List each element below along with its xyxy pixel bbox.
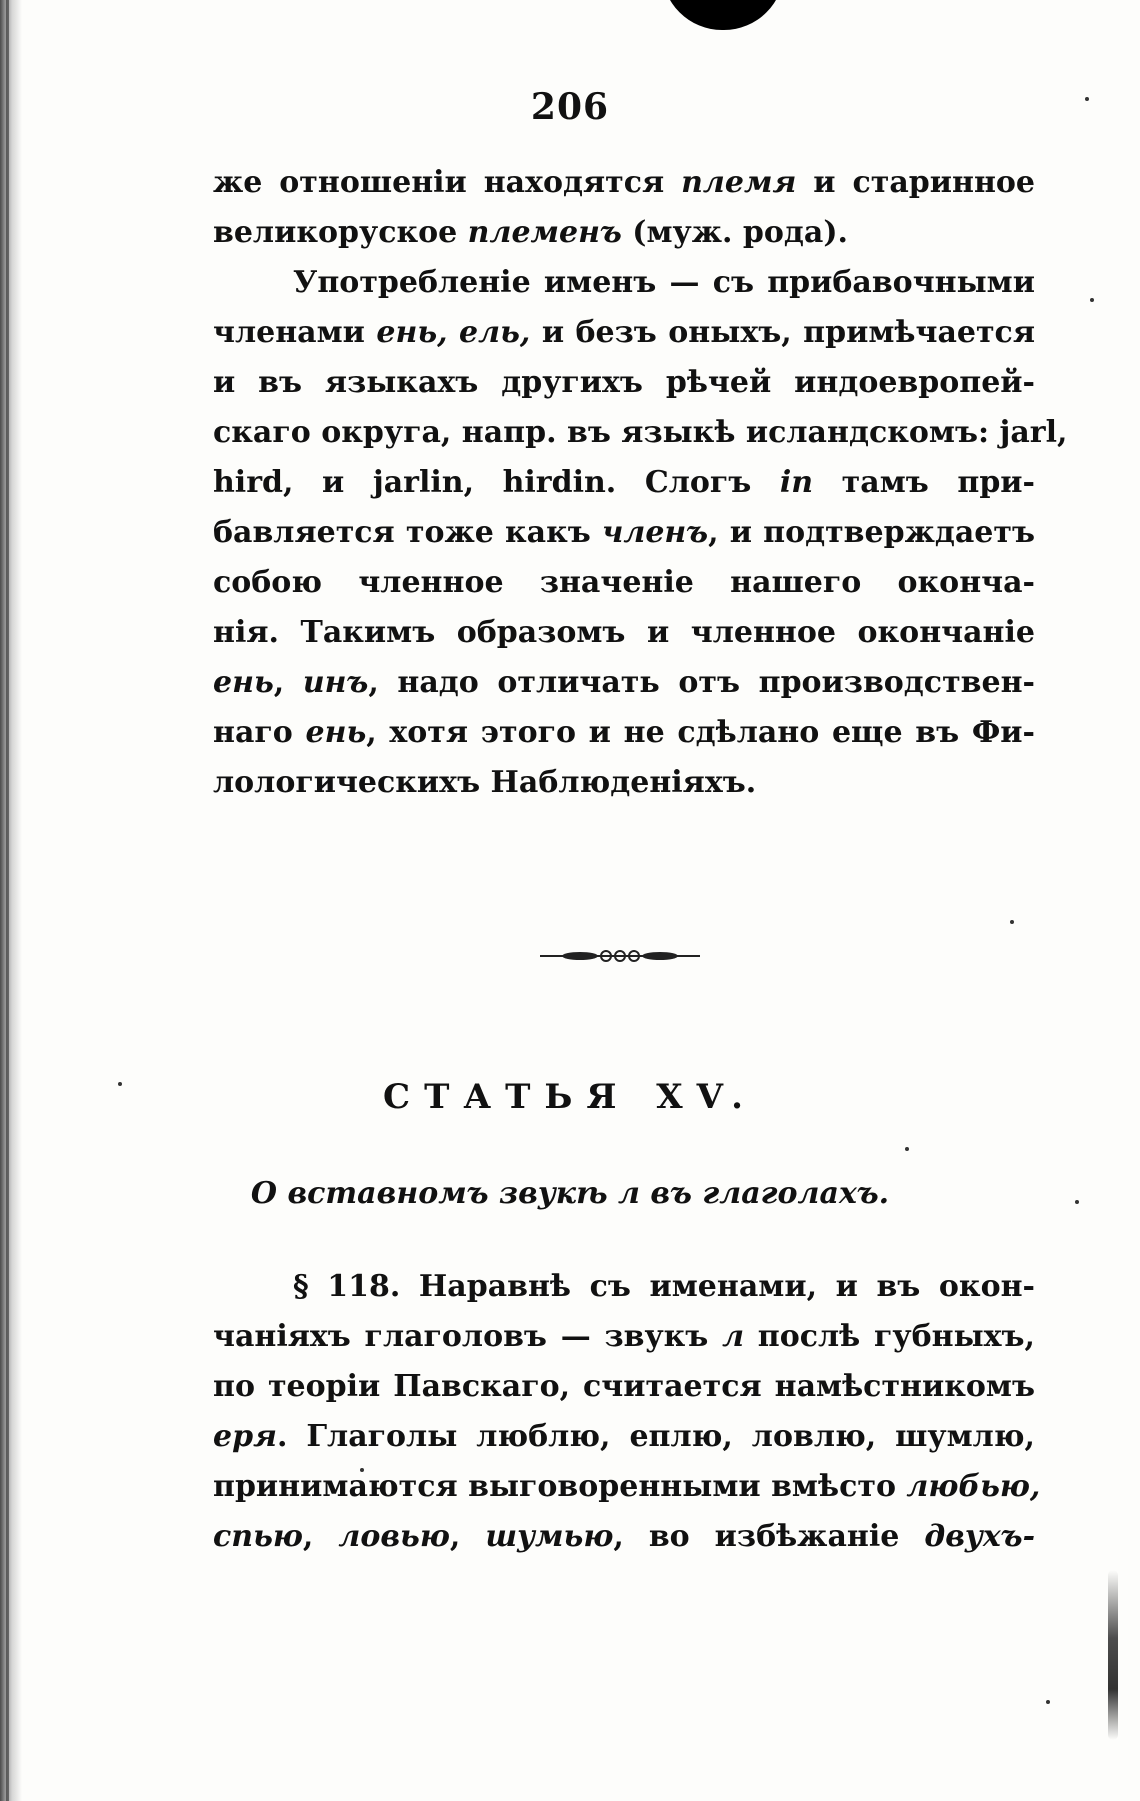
italic-word: племя bbox=[681, 165, 797, 200]
italic-word: инъ bbox=[302, 665, 369, 700]
italic-word: въ глаголахъ. bbox=[639, 1176, 890, 1211]
page-number: 206 bbox=[530, 86, 610, 128]
text-line: чанiяхъ глаголовъ — звукъ л послѣ губныхъ, bbox=[213, 1319, 1035, 1354]
italic-word: ень bbox=[305, 715, 367, 750]
section-title: СТАТЬЯ XV. bbox=[383, 1077, 757, 1117]
italic-word: шумью bbox=[485, 1519, 614, 1554]
text-line: еря. Глаголы люблю, еплю, ловлю, шумлю, bbox=[213, 1419, 1035, 1454]
italic-word: ловью bbox=[338, 1519, 450, 1554]
italic-word: л bbox=[722, 1319, 745, 1354]
section-subtitle: О вставномъ звукѣ л въ глаголахъ. bbox=[250, 1176, 890, 1211]
paragraph-118 bbox=[213, 1262, 1041, 1562]
italic-word: ень, ель, bbox=[376, 315, 531, 350]
text-line: принимаются выговоренными вмѣсто любью, bbox=[213, 1469, 1041, 1504]
ink-smudge bbox=[1108, 1570, 1118, 1740]
text-line: по теорiи Павскаго, считается намѣстникомъ bbox=[213, 1369, 1035, 1404]
ink-speck bbox=[1010, 920, 1014, 924]
text-line: лологическихъ Наблюденiяхъ. bbox=[213, 765, 757, 800]
page-edge-line bbox=[6, 0, 9, 1801]
text-line: великоруское племенъ (муж. рода). bbox=[213, 215, 848, 250]
text-line: hird, и jarlin, hirdin. Слогъ in тамъ при- bbox=[213, 465, 1035, 500]
ink-blot bbox=[662, 0, 784, 30]
text-line: и въ языкахъ другихъ рѣчей индоевропей- bbox=[213, 365, 1035, 400]
italic-word: О вставномъ звукѣ bbox=[250, 1176, 619, 1211]
italic-word: членъ bbox=[601, 515, 709, 550]
text-line: ень, инъ, надо отличать отъ производствен- bbox=[213, 665, 1035, 700]
ink-speck bbox=[905, 1147, 909, 1151]
italic-word: двухъ- bbox=[924, 1519, 1036, 1554]
italic-word: ень bbox=[213, 665, 274, 700]
text-line: § 118. Наравнѣ съ именами, и въ окон- bbox=[293, 1269, 1035, 1304]
text-line: скаго округа, напр. въ языкѣ исландскомъ: jarl, bbox=[213, 415, 1068, 450]
ink-speck bbox=[1046, 1700, 1050, 1704]
italic-word: любью, bbox=[906, 1469, 1041, 1504]
italic-word: еря bbox=[213, 1419, 277, 1454]
text-line: бавляется тоже какъ членъ, и подтверждаетъ bbox=[213, 515, 1035, 550]
text-line: членами ень, ель, и безъ оныхъ, примѣчается bbox=[213, 315, 1035, 350]
text-line: нiя. Такимъ образомъ и членное окончанiе bbox=[213, 615, 1035, 650]
text-line: же отношенiи находятся племя и старинное bbox=[213, 165, 1035, 200]
text-line: Употребленiе именъ — съ прибавочными bbox=[293, 265, 1035, 300]
ink-speck bbox=[1090, 298, 1094, 302]
text-line: собою членное значенiе нашего оконча- bbox=[213, 565, 1035, 600]
text-line: наго ень, хотя этого и не сдѣлано еще въ Фи- bbox=[213, 715, 1035, 750]
italic-word: in bbox=[779, 465, 814, 500]
italic-word: спью bbox=[213, 1519, 303, 1554]
paragraph-continuation bbox=[213, 158, 1068, 808]
page-edge-shadow bbox=[0, 0, 22, 1801]
ornament-divider bbox=[540, 945, 700, 967]
italic-word: племенъ bbox=[467, 215, 622, 250]
text-line: спью, ловью, шумью, во избѣжанiе двухъ- bbox=[213, 1519, 1036, 1554]
